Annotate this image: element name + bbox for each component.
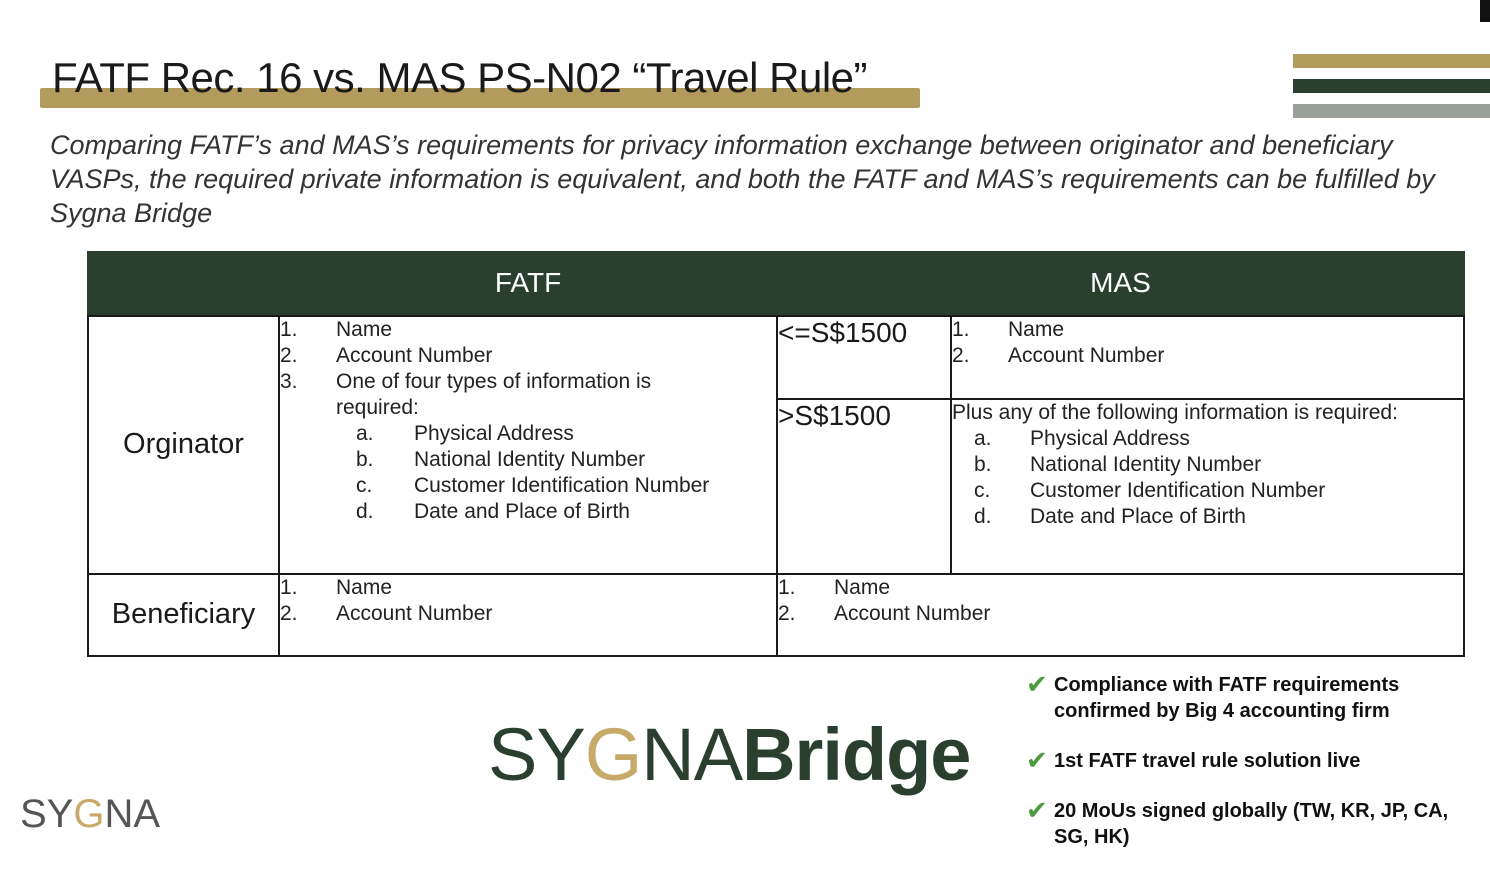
sub-item bbox=[952, 504, 1463, 530]
item-num: a. bbox=[356, 422, 374, 446]
header-mas: MAS bbox=[777, 251, 1464, 316]
logo-text: SY bbox=[488, 713, 585, 796]
green-stripe bbox=[1293, 79, 1490, 93]
gold-stripe bbox=[1293, 54, 1490, 68]
originator-label: Orginator bbox=[88, 316, 279, 573]
beneficiary-label: Beneficiary bbox=[88, 574, 279, 656]
item-text: Physical Address bbox=[1030, 426, 1190, 450]
feature-bullets bbox=[1026, 669, 1486, 874]
sub-item bbox=[952, 426, 1463, 452]
item-num: 1. bbox=[778, 575, 796, 599]
sub-item bbox=[356, 499, 776, 525]
item-num: 1. bbox=[952, 318, 970, 342]
logo-text: SY bbox=[20, 792, 74, 836]
bullet-item bbox=[1026, 669, 1486, 724]
list-item bbox=[952, 343, 1463, 369]
beneficiary-row bbox=[88, 574, 1464, 656]
logo-bridge-text: Bridge bbox=[742, 713, 971, 796]
list-item bbox=[952, 317, 1463, 343]
item-text: Account Number bbox=[336, 601, 493, 625]
item-num: c. bbox=[356, 474, 373, 498]
bullet-text: 20 MoUs signed globally (TW, KR, JP, CA, SG, HK) bbox=[1054, 800, 1449, 848]
item-num: 3. bbox=[280, 370, 298, 394]
item-text: Customer Identification Number bbox=[414, 474, 710, 498]
item-text: National Identity Number bbox=[1030, 452, 1262, 476]
list-item bbox=[778, 601, 1463, 627]
window-corner-mark bbox=[1480, 0, 1490, 22]
sub-item bbox=[952, 452, 1463, 478]
item-text: Date and Place of Birth bbox=[414, 500, 630, 524]
item-text: National Identity Number bbox=[414, 448, 646, 472]
mas-low-threshold: <=S$1500 bbox=[777, 316, 951, 398]
header-fatf: FATF bbox=[279, 251, 777, 316]
item-text: Date and Place of Birth bbox=[1030, 504, 1246, 528]
item-num: 1. bbox=[280, 318, 298, 342]
sub-item bbox=[356, 473, 776, 499]
logo-ring: G bbox=[584, 713, 642, 796]
bullet-text: 1st FATF travel rule solution live bbox=[1054, 750, 1361, 772]
item-text: Name bbox=[336, 318, 393, 342]
sub-item bbox=[952, 478, 1463, 504]
check-icon: ✔ bbox=[1026, 745, 1048, 775]
sub-item bbox=[356, 447, 776, 473]
item-num: c. bbox=[974, 478, 991, 502]
logo-text: NA bbox=[641, 713, 743, 796]
check-icon: ✔ bbox=[1026, 795, 1048, 825]
list-item bbox=[280, 343, 776, 369]
sygna-logo-small bbox=[20, 792, 160, 837]
list-item bbox=[778, 575, 1463, 601]
item-num: b. bbox=[974, 452, 992, 476]
item-text: Name bbox=[1008, 318, 1065, 342]
item-num: 2. bbox=[280, 601, 298, 625]
list-item bbox=[280, 601, 776, 627]
item-text: Physical Address bbox=[414, 422, 574, 446]
bullet-text: Compliance with FATF requirements confirmed by Big 4 accounting firm bbox=[1054, 674, 1400, 722]
item-num: 2. bbox=[778, 601, 796, 625]
item-text: Customer Identification Number bbox=[1030, 478, 1326, 502]
item-num: 2. bbox=[952, 344, 970, 368]
check-icon: ✔ bbox=[1026, 669, 1048, 699]
originator-row-low bbox=[88, 316, 1464, 398]
slide-title: FATF Rec. 16 vs. MAS PS-N02 “Travel Rule” bbox=[52, 54, 868, 101]
bullet-item bbox=[1026, 795, 1486, 850]
item-num: b. bbox=[356, 448, 374, 472]
comparison-table bbox=[87, 251, 1465, 657]
item-text: Name bbox=[834, 575, 891, 599]
item-text: Account Number bbox=[834, 601, 991, 625]
slide-subtitle: Comparing FATF’s and MAS’s requirements for privacy information exchange between originator and beneficiary VASPs, the required private information is equivalent, and both the FATF and MAS’s requirements can be fulfilled by Sygna Bridge bbox=[50, 130, 1435, 228]
logo-text: NA bbox=[104, 792, 161, 836]
bullet-item bbox=[1026, 745, 1486, 775]
mas-low-list bbox=[951, 316, 1464, 398]
grey-stripe bbox=[1293, 104, 1490, 118]
item-num: d. bbox=[356, 500, 374, 524]
item-text: Name bbox=[336, 575, 393, 599]
mas-high-threshold: >S$1500 bbox=[777, 399, 951, 574]
beneficiary-mas-list bbox=[777, 574, 1464, 656]
list-item bbox=[280, 575, 776, 601]
header-empty bbox=[88, 251, 279, 316]
sygna-bridge-logo bbox=[488, 712, 970, 797]
list-item bbox=[280, 369, 776, 421]
logo-ring: G bbox=[73, 792, 105, 836]
item-num: 1. bbox=[280, 575, 298, 599]
list-item bbox=[280, 317, 776, 343]
mas-high-list bbox=[951, 399, 1464, 574]
header-row bbox=[88, 251, 1464, 316]
item-num: 2. bbox=[280, 344, 298, 368]
item-text: One of four types of information is required: bbox=[336, 370, 652, 420]
item-num: a. bbox=[974, 426, 992, 450]
item-num: d. bbox=[974, 504, 992, 528]
item-text: Account Number bbox=[1008, 344, 1165, 368]
beneficiary-fatf-list bbox=[279, 574, 777, 656]
originator-fatf-list bbox=[279, 316, 777, 573]
sub-item bbox=[356, 421, 776, 447]
mas-high-intro: Plus any of the following information is required: bbox=[952, 400, 1398, 424]
item-text: Account Number bbox=[336, 344, 493, 368]
